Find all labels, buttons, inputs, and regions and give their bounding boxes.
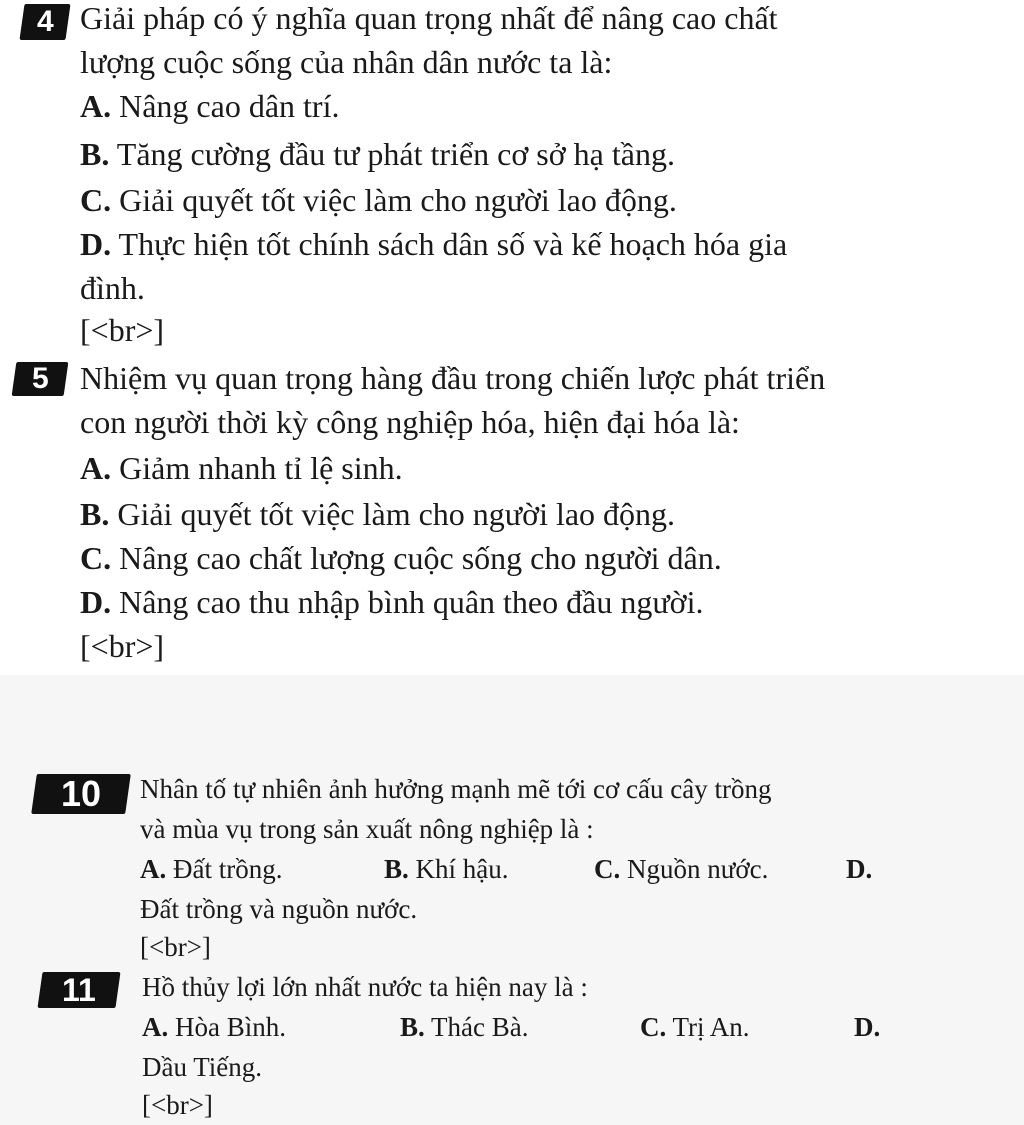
option-d-continuation: Dầu Tiếng. [142, 1052, 263, 1082]
option-d: D. [846, 854, 873, 884]
question-stem-line: và mùa vụ trong sản xuất nông nghiệp là : [140, 814, 594, 844]
option-c: C. Nâng cao chất lượng cuộc sống cho người dân. [80, 540, 722, 576]
option-c: C. Trị An. [640, 1012, 750, 1042]
question-stem-line: lượng cuộc sống của nhân dân nước ta là: [80, 44, 613, 80]
line-break-marker: [<br>] [142, 1090, 213, 1120]
option-a: A. Hòa Bình. [142, 1012, 286, 1042]
question-stem-line: Nhân tố tự nhiên ảnh hưởng mạnh mẽ tới cơ cấu cây trồng [140, 774, 772, 804]
option-d: D. Thực hiện tốt chính sách dân số và kế hoạch hóa gia [80, 226, 788, 262]
question-stem-line: Hồ thủy lợi lớn nhất nước ta hiện nay là : [142, 972, 588, 1002]
option-d: D. Nâng cao thu nhập bình quân theo đầu người. [80, 584, 704, 620]
option-a: A. Đất trồng. [140, 854, 283, 884]
option-b: B. Thác Bà. [400, 1012, 529, 1042]
option-b: B. Giải quyết tốt việc làm cho người lao động. [80, 496, 676, 532]
option-b: B. Tăng cường đầu tư phát triển cơ sở hạ tầng. [80, 136, 675, 172]
question-stem-line: Giải pháp có ý nghĩa quan trọng nhất để nâng cao chất [80, 0, 778, 36]
question-number-badge: 10 [31, 774, 131, 814]
line-break-marker: [<br>] [80, 312, 165, 348]
option-a: A. Giảm nhanh tỉ lệ sinh. [80, 450, 403, 486]
option-c: C. Nguồn nước. [594, 854, 769, 884]
question-stem-line: Nhiệm vụ quan trọng hàng đầu trong chiến lược phát triển [80, 360, 826, 396]
option-d-continuation: đình. [80, 270, 145, 306]
line-break-marker: [<br>] [80, 628, 165, 664]
question-number-badge: 5 [12, 362, 69, 396]
question-number-badge: 11 [37, 972, 120, 1008]
option-b: B. Khí hậu. [384, 854, 509, 884]
option-a: A. Nâng cao dân trí. [80, 88, 340, 124]
option-d: D. [854, 1012, 881, 1042]
question-number-badge: 4 [19, 4, 70, 40]
question-stem-line: con người thời kỳ công nghiệp hóa, hiện đại hóa là: [80, 404, 740, 440]
line-break-marker: [<br>] [140, 932, 211, 962]
option-c: C. Giải quyết tốt việc làm cho người lao động. [80, 182, 677, 218]
option-d-continuation: Đất trồng và nguồn nước. [140, 894, 418, 924]
